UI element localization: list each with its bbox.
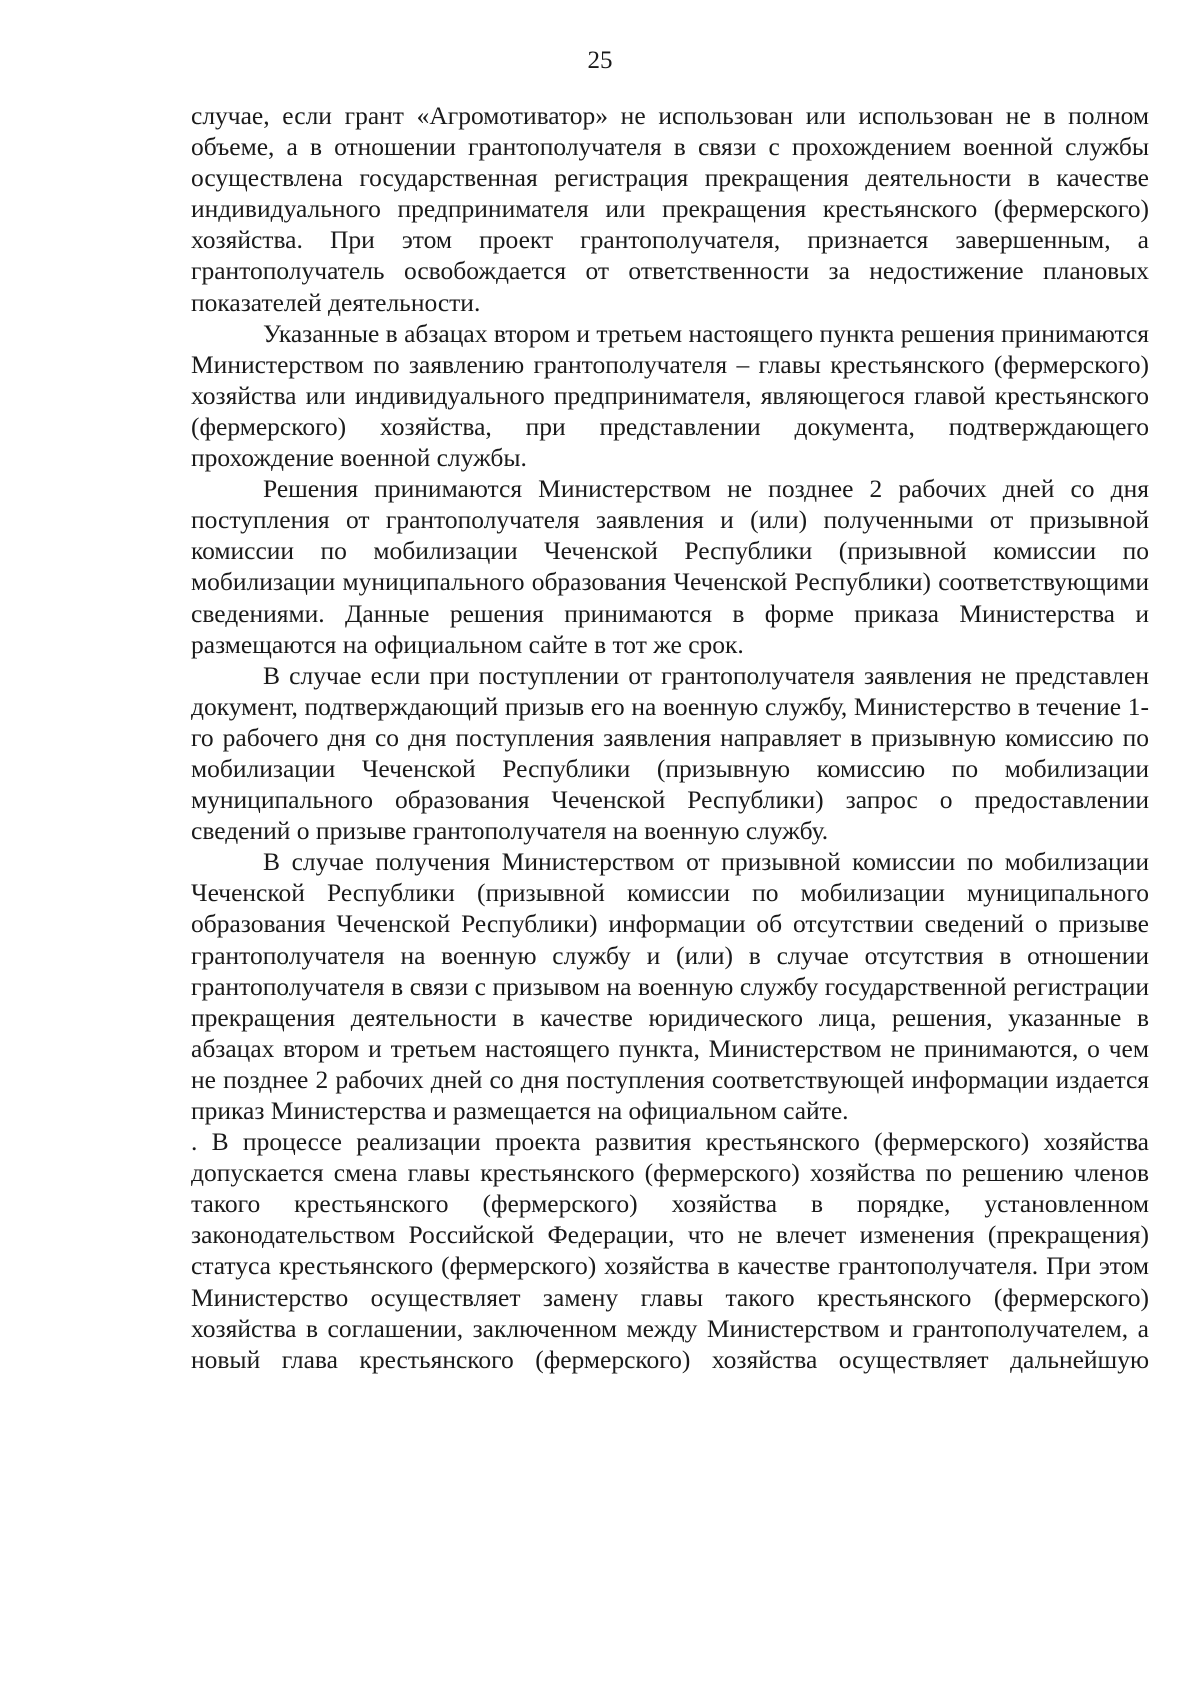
paragraph-continuation: случае, если грант «Агромотиватор» не использован или использован не в полном объеме, а в отношении грантополучателя в связи с прохождением военной службы осуществлена государственная регистрация прекращения деятельности в качестве индивидуального предпринимателя или прекращения крестьянского (фермерского) хозяйства. При этом проект грантополучателя, признается завершенным, а грантополучатель освобождается от ответственности за недостижение плановых показателей деятельности. bbox=[191, 101, 1149, 317]
paragraph-decisions-timing: Решения принимаются Министерством не позднее 2 рабочих дней со дня поступления от грантополучателя заявления и (или) полученными от призывной комиссии по мобилизации Чеченской Республики (призывной комиссии по мобилизации муниципального образования Чеченской Республики) соответствующими сведениями. Данные решения принимаются в форме приказа Министерства и размещаются на официальном сайте в тот же срок. bbox=[191, 474, 1149, 659]
page-number: 25 bbox=[587, 47, 613, 74]
paragraph-decisions-basis: Указанные в абзацах втором и третьем настоящего пункта решения принимаются Министерством по заявлению грантополучателя – главы крестьянского (фермерского) хозяйства или индивидуального предпринимателя, являющегося главой крестьянского (фермерского) хозяйства, при представлении документа, подтверждающего прохождение военной службы. bbox=[191, 318, 1149, 473]
document-body bbox=[191, 100, 1149, 1375]
paragraph-no-conscription-info: В случае получения Министерством от призывной комиссии по мобилизации Чеченской Республики (призывной комиссии по мобилизации муниципального образования Чеченской Республики) информации об отсутствии сведений о призыве грантополучателя на военную службу и (или) в случае отсутствия в отношении грантополучателя в связи с призывом на военную службу государственной регистрации прекращения деятельности в качестве юридического лица, решения, указанные в абзацах втором и третьем настоящего пункта, Министерством не принимаются, о чем не позднее 2 рабочих дней со дня поступления соответствующей информации издается приказ Министерства и размещается на официальном сайте. bbox=[191, 847, 1149, 1125]
paragraph-missing-document: В случае если при поступлении от грантополучателя заявления не представлен документ, подтверждающий призыв его на военную службу, Министерство в течение 1-го рабочего дня со дня поступления заявления направляет в призывную комиссию по мобилизации Чеченской Республики (призывную комиссию по мобилизации муниципального образования Чеченской Республики) запрос о предоставлении сведений о призыве грантополучателя на военную службу. bbox=[191, 660, 1149, 846]
paragraph-head-change: . В процессе реализации проекта развития крестьянского (фермерского) хозяйства допускается смена главы крестьянского (фермерского) хозяйства по решению членов такого крестьянского (фермерского) хозяйства в порядке, установленном законодательством Российской Федерации, что не влечет изменения (прекращения) статуса крестьянского (фермерского) хозяйства в качестве грантополучателя. При этом Министерство осуществляет замену главы такого крестьянского (фермерского) хозяйства в соглашении, заключенном между Министерством и грантополучателем, а новый глава крестьянского (фермерского) хозяйства осуществляет дальнейшую bbox=[191, 1127, 1149, 1374]
